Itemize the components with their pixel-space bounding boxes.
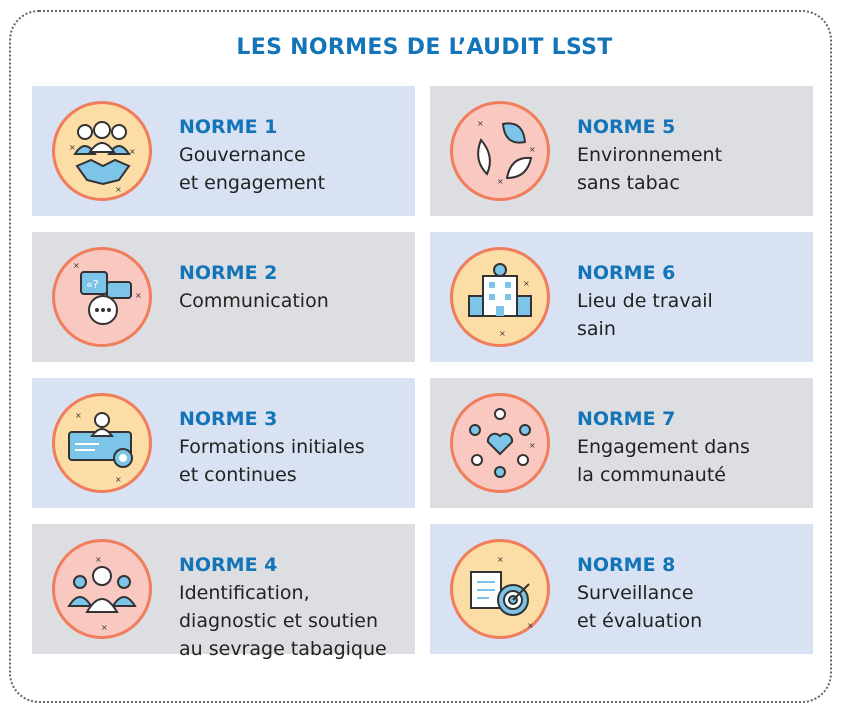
leaves-icon: [450, 101, 550, 201]
norme-line-1: Surveillance: [577, 582, 694, 604]
health-team-icon: [52, 539, 152, 639]
svg-text:×: ×: [529, 441, 536, 450]
norme-number: NORME 2: [179, 262, 278, 284]
norme-number: NORME 5: [577, 116, 676, 138]
norme-number: NORME 3: [179, 408, 278, 430]
svg-text:×: ×: [75, 411, 82, 420]
norme-card-8: [430, 524, 813, 654]
norme-line-2: la communauté: [577, 464, 726, 486]
norme-card-1: [32, 86, 415, 216]
svg-text:×: ×: [129, 147, 136, 156]
svg-text:×: ×: [497, 177, 504, 186]
norme-line-1: Lieu de travail: [577, 290, 713, 312]
svg-text:×: ×: [499, 329, 506, 338]
norme-line-2: sain: [577, 318, 616, 340]
norme-number: NORME 7: [577, 408, 676, 430]
svg-text:×: ×: [115, 475, 122, 484]
svg-text:×: ×: [69, 143, 76, 152]
norme-line-1: Environnement: [577, 144, 723, 166]
norme-card-4: [32, 524, 415, 660]
norme-line-1: Identification,: [179, 582, 310, 604]
norme-line-1: Gouvernance: [179, 144, 306, 166]
svg-text:×: ×: [527, 621, 534, 630]
svg-text:×: ×: [497, 555, 504, 564]
target-checklist-icon: [450, 539, 550, 639]
norme-card-5: [430, 86, 813, 216]
svg-text:×: ×: [73, 261, 80, 270]
norme-number: NORME 1: [179, 116, 278, 138]
svg-text:×: ×: [95, 555, 102, 564]
norme-line-3: au sevrage tabagique: [179, 638, 387, 660]
norme-card-2: [32, 232, 415, 362]
svg-text:×: ×: [477, 119, 484, 128]
speech-bubbles-icon: [52, 247, 152, 347]
svg-text:×: ×: [135, 291, 142, 300]
svg-text:×: ×: [529, 145, 536, 154]
norme-line-1: Communication: [179, 290, 329, 312]
norme-card-6: [430, 232, 813, 362]
norme-line-2: sans tabac: [577, 172, 680, 194]
norme-card-3: [32, 378, 415, 508]
svg-text:«?: «?: [86, 278, 99, 291]
norme-number: NORME 4: [179, 554, 278, 576]
hospital-building-icon: [450, 247, 550, 347]
certificate-icon: [52, 393, 152, 493]
norme-line-1: Formations initiales: [179, 436, 365, 458]
norme-line-2: et engagement: [179, 172, 326, 194]
norme-card-7: [430, 378, 813, 508]
community-heart-icon: [450, 393, 550, 493]
svg-text:×: ×: [101, 623, 108, 632]
norme-number: NORME 6: [577, 262, 676, 284]
norme-line-2: et évaluation: [577, 610, 703, 632]
page-title: LES NORMES DE L’AUDIT LSST: [236, 35, 613, 60]
svg-text:×: ×: [523, 279, 530, 288]
svg-text:×: ×: [115, 185, 122, 194]
norme-number: NORME 8: [577, 554, 676, 576]
people-handshake-icon: [52, 101, 152, 201]
norme-line-1: Engagement dans: [577, 436, 750, 458]
norme-line-2: et continues: [179, 464, 297, 486]
norme-line-2: diagnostic et soutien: [179, 610, 379, 632]
